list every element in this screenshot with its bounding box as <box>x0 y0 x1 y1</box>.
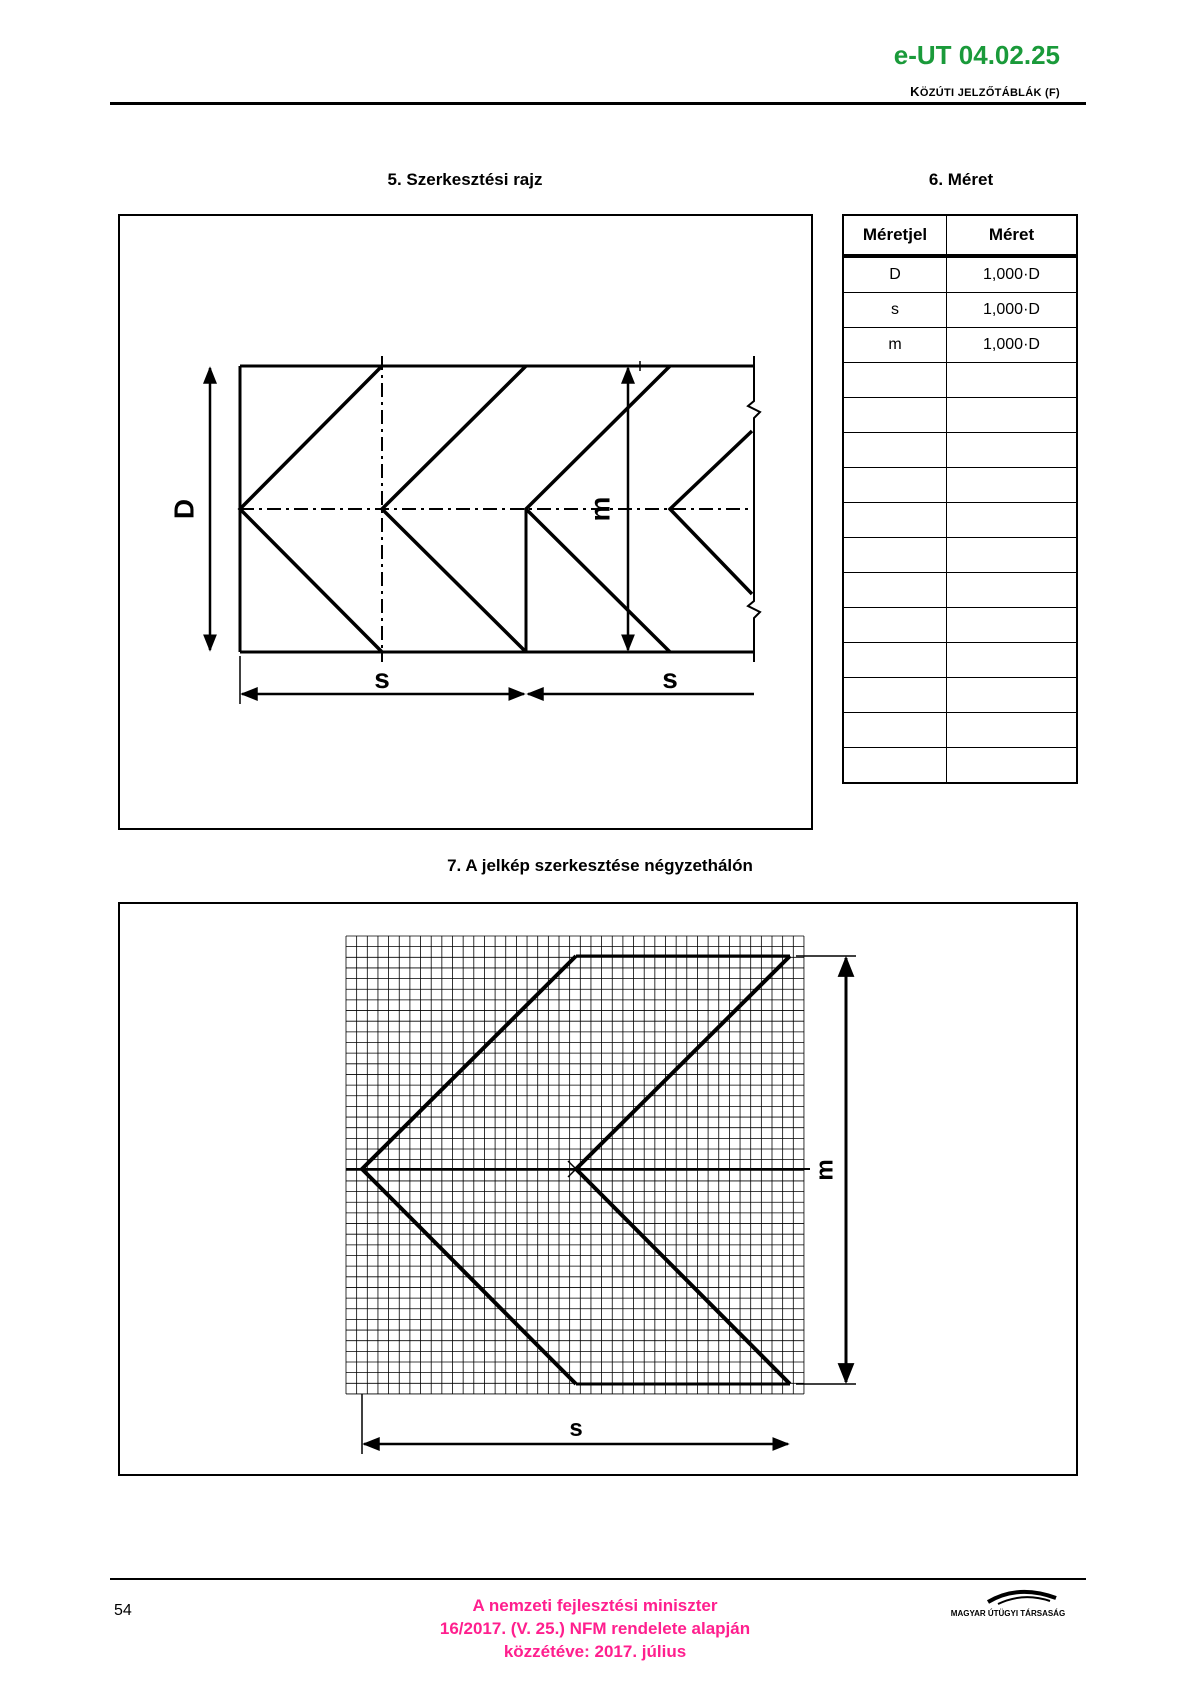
dimension-value-cell <box>947 678 1078 713</box>
dimension-value-cell <box>947 573 1078 608</box>
table-row <box>843 256 1077 293</box>
chevron-4-partial <box>670 431 752 594</box>
page-number: 54 <box>114 1602 132 1619</box>
section6-title: 6. Méret <box>928 170 994 189</box>
grid-label-s: s <box>569 1415 583 1442</box>
publisher-logo <box>928 1588 1088 1622</box>
grid-label-m: m <box>811 1159 839 1181</box>
dimension-symbol-cell <box>843 398 947 433</box>
label-m: m <box>584 496 616 522</box>
table-row <box>843 468 1077 503</box>
table-row <box>843 433 1077 468</box>
document-subtitle-initial: K <box>910 84 920 99</box>
dimension-symbol-cell <box>843 468 947 503</box>
dimension-value-cell <box>947 608 1078 643</box>
publication-note-line: közzétéve: 2017. július <box>503 1642 687 1661</box>
dimension-value-cell: 1,000·D <box>947 256 1078 293</box>
table-row <box>843 678 1077 713</box>
table-row <box>843 643 1077 678</box>
dimension-symbol-cell <box>843 538 947 573</box>
dimension-value-cell: 1,000·D <box>947 293 1078 328</box>
publication-note <box>395 1594 795 1663</box>
dimension-value-cell: 1,000·D <box>947 328 1078 363</box>
footer-rule <box>110 1578 1086 1580</box>
dimension-table-body <box>843 256 1077 783</box>
header-rule <box>110 102 1086 105</box>
document-code: e-UT 04.02.25 <box>893 40 1060 70</box>
dimension-symbol-cell <box>843 573 947 608</box>
table-row <box>843 748 1077 784</box>
table-row <box>843 538 1077 573</box>
dimension-symbol-cell <box>843 678 947 713</box>
dimension-value-cell <box>947 363 1078 398</box>
dimension-value-cell <box>947 468 1078 503</box>
dimension-value-cell <box>947 538 1078 573</box>
dimension-value-cell <box>947 748 1078 784</box>
label-s1: s <box>374 663 390 694</box>
construction-drawing-frame <box>118 214 813 830</box>
publisher-logo-mark <box>928 1588 1088 1622</box>
dimension-value-cell <box>947 433 1078 468</box>
break-line <box>748 356 760 662</box>
dimension-value-cell <box>947 643 1078 678</box>
dimension-symbol-cell <box>843 363 947 398</box>
table-row <box>843 503 1077 538</box>
publisher-logo-text: MAGYAR ÚTÜGYI TÁRSASÁG <box>950 1609 1066 1618</box>
table-row <box>843 713 1077 748</box>
dimension-symbol-cell: m <box>843 328 947 363</box>
table-header-row <box>843 215 1077 256</box>
dimension-value-cell <box>947 713 1078 748</box>
document-subtitle <box>910 84 1060 99</box>
table-row <box>843 608 1077 643</box>
table-row <box>843 398 1077 433</box>
table-row <box>843 328 1077 363</box>
grid-construction-drawing <box>120 904 1076 1474</box>
dimension-value-cell <box>947 398 1078 433</box>
publication-note-line: 16/2017. (V. 25.) NFM rendelete alapján <box>439 1619 751 1638</box>
dimension-symbol-cell <box>843 713 947 748</box>
dimension-symbol-cell <box>843 433 947 468</box>
column-header-symbol: Méretjel <box>843 215 947 256</box>
table-row <box>843 573 1077 608</box>
dimension-symbol-cell <box>843 608 947 643</box>
dimension-symbol-cell <box>843 643 947 678</box>
column-header-size: Méret <box>947 215 1078 256</box>
dimension-symbol-cell <box>843 748 947 784</box>
dimension-symbol-cell <box>843 503 947 538</box>
section5-title: 5. Szerkesztési rajz <box>387 170 543 189</box>
dimension-table <box>842 214 1078 784</box>
square-grid <box>346 936 804 1394</box>
label-D: D <box>168 498 200 520</box>
section7-title: 7. A jelkép szerkesztése négyzethálón <box>447 856 753 875</box>
dimension-symbol-cell: s <box>843 293 947 328</box>
dimension-value-cell <box>947 503 1078 538</box>
grid-construction-frame <box>118 902 1078 1476</box>
dimension-symbol-cell: D <box>843 256 947 293</box>
construction-drawing <box>120 216 811 828</box>
table-row <box>843 363 1077 398</box>
publication-note-line: A nemzeti fejlesztési miniszter <box>472 1596 718 1615</box>
table-row <box>843 293 1077 328</box>
document-subtitle-rest: ÖZÚTI JELZŐTÁBLÁK (F) <box>919 87 1060 99</box>
label-s2: s <box>662 663 678 694</box>
